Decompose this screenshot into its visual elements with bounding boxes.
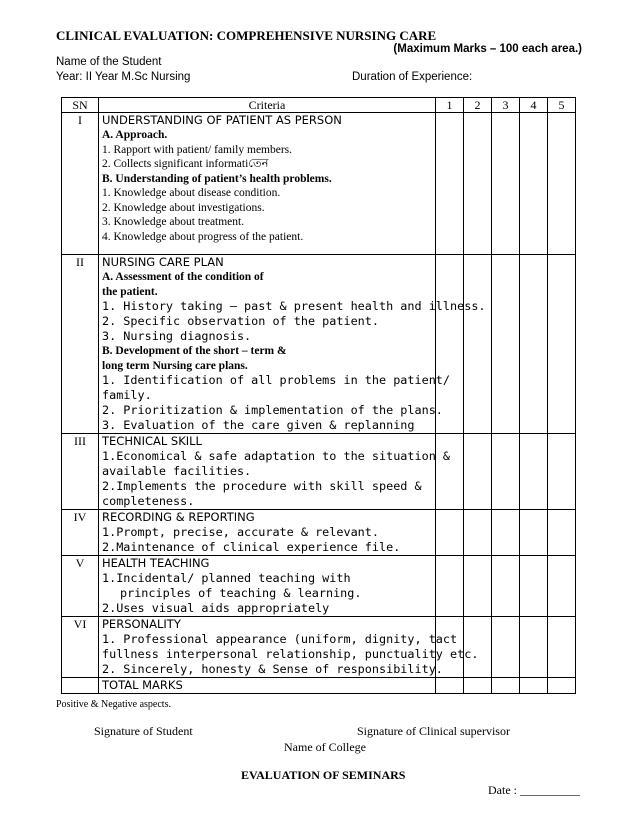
criteria-line: 2.Uses visual aids appropriately: [102, 601, 330, 615]
criteria-line: A. Assessment of the condition of: [102, 271, 264, 283]
criteria-line: 2. Sincerely, honesty & Sense of responsibility.: [102, 662, 443, 676]
section-heading: PERSONALITY: [102, 617, 181, 631]
criteria-line: 2. Prioritization & implementation of the plans.: [102, 403, 443, 417]
total-marks-row: [62, 678, 576, 694]
score-cell[interactable]: [464, 678, 492, 694]
score-cell[interactable]: [492, 678, 520, 694]
seminars-heading: EVALUATION OF SEMINARS: [241, 768, 406, 782]
section-row-understanding-patient: [62, 113, 576, 255]
section-heading: UNDERSTANDING OF PATIENT AS PERSON: [102, 113, 342, 127]
criteria-line: long term Nursing care plans.: [102, 359, 248, 372]
header-score-5: 5: [548, 98, 576, 113]
score-cell[interactable]: [548, 510, 576, 556]
score-cell[interactable]: [492, 556, 520, 617]
score-cell[interactable]: [464, 556, 492, 617]
score-cell[interactable]: [436, 510, 464, 556]
score-cell[interactable]: [520, 255, 548, 434]
criteria-line: 1. Identification of all problems in the patient/: [102, 373, 451, 387]
score-cell[interactable]: [520, 556, 548, 617]
duration-label: Duration of Experience:: [352, 71, 473, 83]
score-cell[interactable]: [436, 113, 464, 255]
evaluation-table: [61, 97, 576, 694]
score-cell[interactable]: [548, 678, 576, 694]
criteria-line: 3. Knowledge about treatment.: [102, 216, 245, 228]
supervisor-signature-label: Signature of Clinical supervisor: [357, 724, 510, 738]
criteria-line: A. Approach.: [102, 129, 168, 141]
section-heading: NURSING CARE PLAN: [102, 255, 224, 269]
header-score-3: 3: [492, 98, 520, 113]
score-cell[interactable]: [520, 617, 548, 678]
section-number: VI: [62, 617, 99, 678]
criteria-line: 1. Knowledge about disease condition.: [102, 187, 281, 199]
criteria-line: principles of teaching & learning.: [120, 586, 362, 600]
score-cell[interactable]: [548, 113, 576, 255]
max-marks-note: (Maximum Marks – 100 each area.): [393, 43, 582, 55]
student-signature-label: Signature of Student: [94, 724, 193, 738]
criteria-line: 1. Professional appearance (uniform, dignity, tact: [102, 632, 458, 646]
score-cell[interactable]: [436, 556, 464, 617]
criteria-line: 2.Implements the procedure with skill speed &: [102, 479, 422, 493]
section-heading: HEALTH TEACHING: [102, 556, 210, 570]
college-name-label: Name of College: [284, 740, 366, 754]
score-cell[interactable]: [492, 255, 520, 434]
score-cell[interactable]: [464, 434, 492, 510]
score-cell[interactable]: [464, 113, 492, 255]
section-heading: TECHNICAL SKILL: [102, 434, 202, 448]
document-title: CLINICAL EVALUATION: COMPREHENSIVE NURSING CARE: [56, 28, 437, 43]
section-number: III: [62, 434, 99, 510]
criteria-line: 3. Evaluation of the care given & replanning: [102, 418, 415, 432]
total-marks-text: TOTAL MARKS: [102, 678, 183, 692]
criteria-cell: [99, 255, 486, 434]
criteria-cell: [99, 556, 436, 617]
year-label: Year: II Year M.Sc Nursing: [56, 71, 191, 83]
criteria-line: family.: [102, 388, 152, 402]
score-cell[interactable]: [436, 434, 464, 510]
score-cell[interactable]: [464, 510, 492, 556]
criteria-line: 1.Prompt, precise, accurate & relevant.: [102, 525, 379, 539]
total-marks-label: [99, 678, 436, 694]
score-cell[interactable]: [520, 510, 548, 556]
criteria-line: 1. Rapport with patient/ family members.: [102, 143, 293, 156]
section-number: V: [62, 556, 99, 617]
criteria-line: B. Development of the short – term &: [102, 345, 287, 357]
criteria-line: 1.Incidental/ planned teaching with: [102, 571, 351, 585]
criteria-line: 4. Knowledge about progress of the patient.: [102, 230, 304, 243]
score-cell[interactable]: [520, 678, 548, 694]
criteria-line: fullness interpersonal relationship, punctuality etc.: [102, 647, 479, 661]
criteria-line: 2. Collects significant informatiতেন: [102, 158, 269, 170]
header-score-2: 2: [464, 98, 492, 113]
score-cell[interactable]: [464, 255, 492, 434]
section-row-nursing-care-plan: [62, 255, 576, 434]
aspects-note: Positive & Negative aspects.: [56, 699, 171, 710]
criteria-line: available facilities.: [102, 464, 252, 478]
criteria-line: the patient.: [102, 285, 158, 298]
score-cell[interactable]: [436, 678, 464, 694]
header-criteria: Criteria: [99, 98, 436, 113]
criteria-cell: [99, 434, 451, 510]
criteria-line: 1.Economical & safe adaptation to the situation &: [102, 449, 451, 463]
section-row-technical-skill: [62, 434, 576, 510]
section-row-health-teaching: [62, 556, 576, 617]
score-cell[interactable]: [548, 255, 576, 434]
score-cell[interactable]: [548, 556, 576, 617]
section-row-recording-reporting: [62, 510, 576, 556]
criteria-line: 2.Maintenance of clinical experience file.: [102, 540, 401, 554]
score-cell[interactable]: [548, 617, 576, 678]
section-number: II: [62, 255, 99, 434]
date-field: Date : __________: [488, 783, 580, 797]
score-cell[interactable]: [492, 510, 520, 556]
criteria-cell: [99, 617, 479, 678]
table-header-row: [62, 98, 576, 113]
header-sn: SN: [62, 98, 99, 113]
criteria-line: B. Understanding of patient’s health problems.: [102, 172, 332, 185]
score-cell[interactable]: [548, 434, 576, 510]
section-row-personality: [62, 617, 576, 678]
score-cell[interactable]: [492, 113, 520, 255]
criteria-cell: [99, 113, 436, 255]
score-cell[interactable]: [520, 434, 548, 510]
header-score-4: 4: [520, 98, 548, 113]
score-cell[interactable]: [520, 113, 548, 255]
criteria-line: 2. Knowledge about investigations.: [102, 201, 265, 214]
section-heading: RECORDING & REPORTING: [102, 510, 255, 524]
student-name-label: Name of the Student: [56, 56, 162, 68]
criteria-cell: [99, 510, 436, 556]
section-number: I: [62, 113, 99, 255]
total-sn-cell: [62, 678, 99, 694]
header-score-1: 1: [436, 98, 464, 113]
criteria-line: 2. Specific observation of the patient.: [102, 314, 379, 328]
criteria-line: 1. History taking – past & present health and illness.: [102, 299, 486, 313]
criteria-line: completeness.: [102, 494, 195, 508]
criteria-line: 3. Nursing diagnosis.: [102, 329, 252, 343]
score-cell[interactable]: [492, 617, 520, 678]
score-cell[interactable]: [492, 434, 520, 510]
section-number: IV: [62, 510, 99, 556]
